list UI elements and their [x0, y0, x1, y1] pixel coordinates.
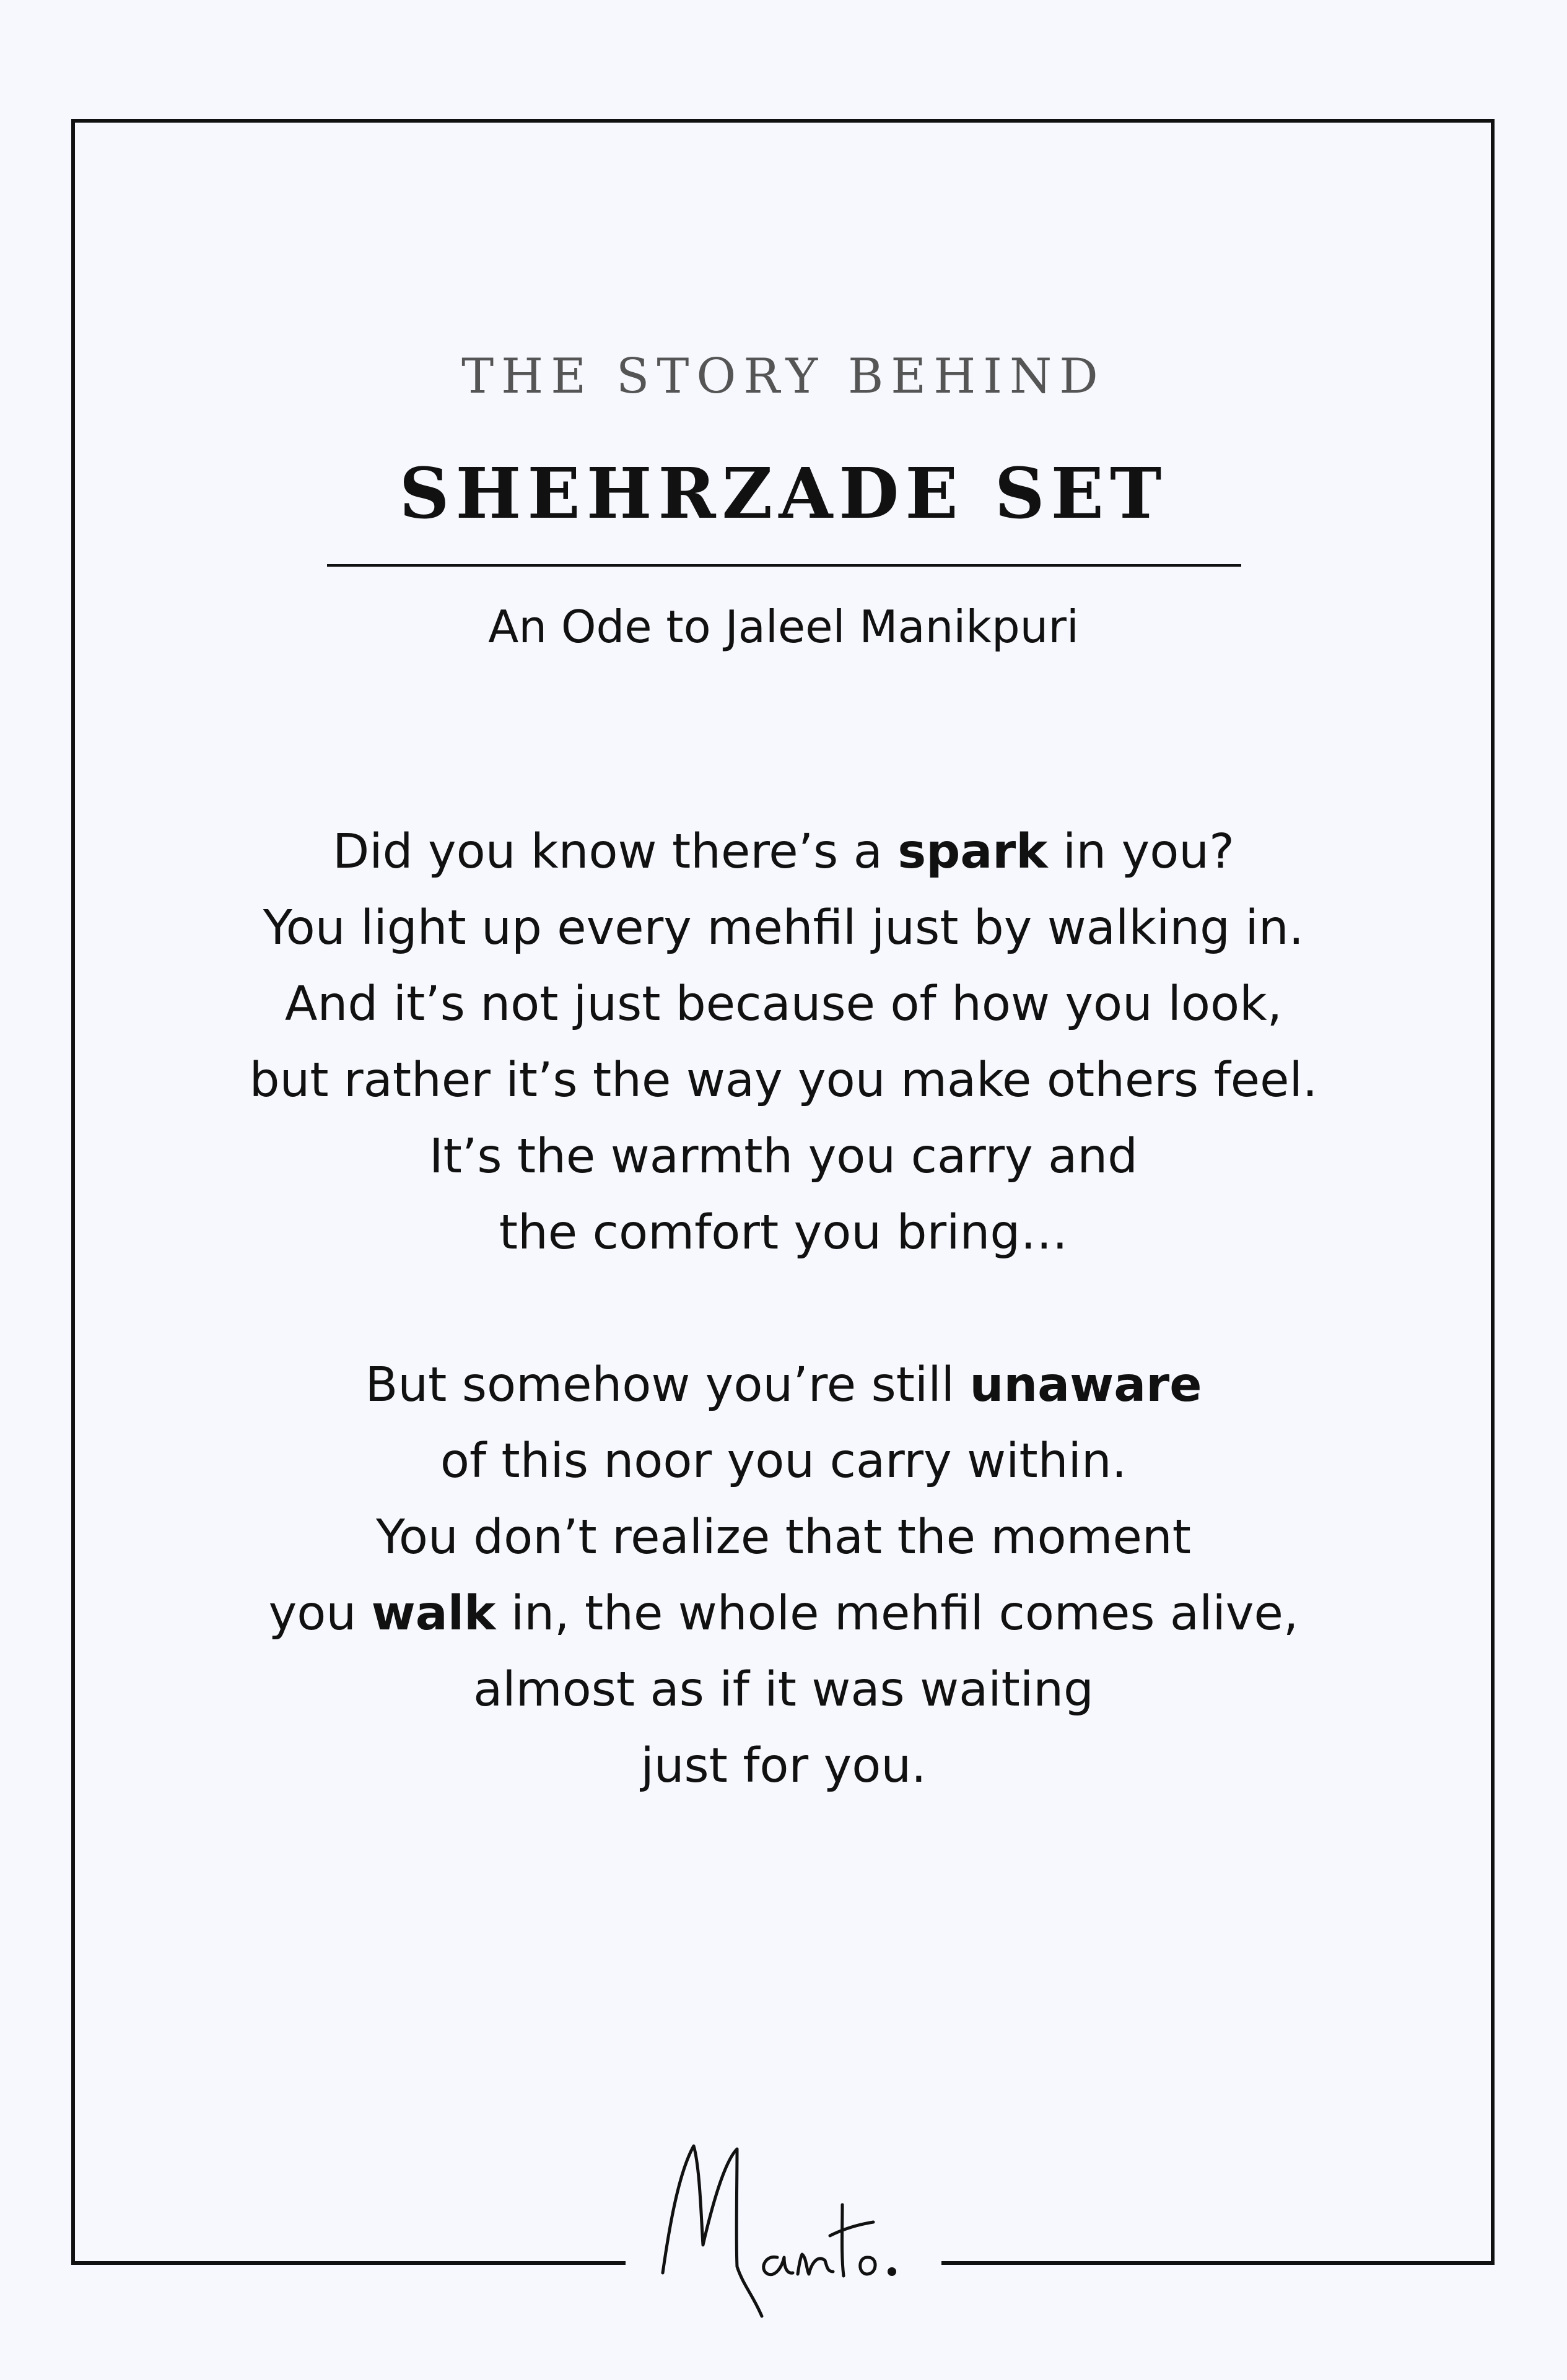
poem-line: the comfort you bring…	[499, 1205, 1068, 1260]
emphasis-word: walk	[371, 1586, 496, 1641]
poem-line: It’s the warmth you carry and	[429, 1129, 1138, 1184]
poem-line: of this noor you carry within.	[440, 1434, 1127, 1489]
emphasis-word: unaware	[969, 1358, 1202, 1413]
signature-dot	[888, 2267, 896, 2276]
manto-signature-logo	[644, 2130, 923, 2335]
poem-line: Did you know there’s a spark in you?	[333, 824, 1234, 879]
stanza-break	[0, 1271, 1567, 1347]
poem-line: And it’s not just because of how you look,	[284, 977, 1283, 1032]
poem	[0, 814, 1567, 1804]
page-title: SHEHRZADE SET	[399, 453, 1168, 534]
poem-line: But somehow you’re still unaware	[365, 1358, 1202, 1413]
emphasis-word: spark	[897, 824, 1048, 879]
poem-line: you walk in, the whole mehfil comes alive,	[268, 1586, 1299, 1641]
subtitle: An Ode to Jaleel Manikpuri	[488, 601, 1079, 653]
title-divider	[327, 564, 1241, 567]
poem-line: but rather it’s the way you make others feel.	[249, 1053, 1318, 1108]
poem-line: almost as if it was waiting	[473, 1662, 1094, 1717]
eyebrow-heading: THE STORY BEHIND	[461, 349, 1106, 404]
poem-line: just for you.	[640, 1738, 927, 1794]
poem-line: You don’t realize that the moment	[376, 1510, 1191, 1565]
poem-line: You light up every mehfil just by walking in.	[263, 900, 1304, 956]
